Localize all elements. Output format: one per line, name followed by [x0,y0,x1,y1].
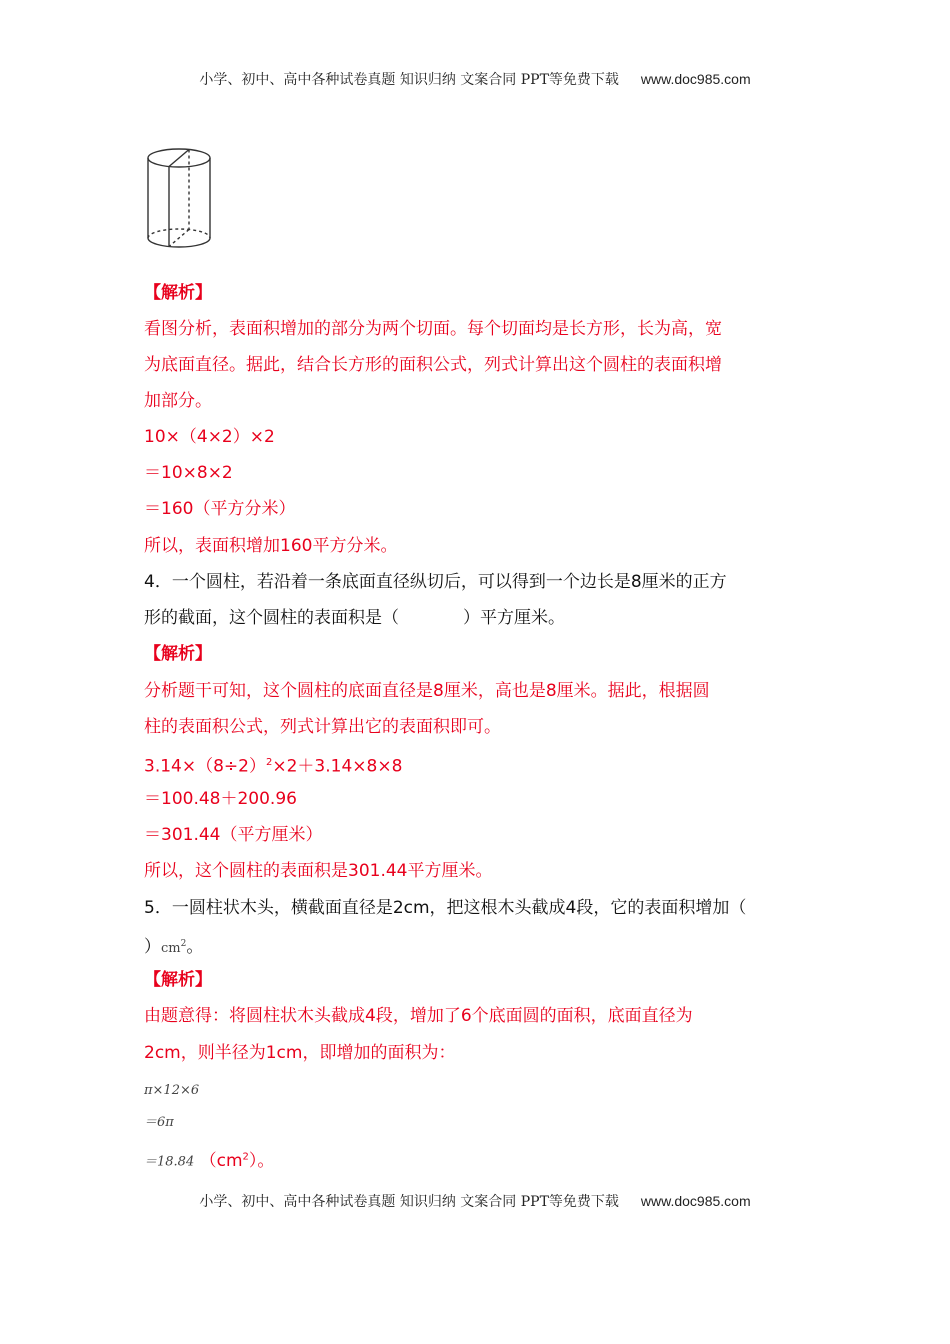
header-site-link[interactable]: www.doc985.com [640,71,751,87]
page-header [0,69,950,89]
question-5-text: 5．一圆柱状木头，横截面直径是2cm，把这根木头截成4段，它的表面积增加（ [144,898,747,918]
analysis-label: 【解析】 [144,970,212,990]
question-text-part: ） [144,937,161,957]
calc-line [144,752,402,778]
calc-line: ＝160（平方分米） [144,499,296,519]
question-text-part: ）平方厘米。 [463,608,565,628]
exponent: 2 [265,757,273,768]
analysis-text: 加部分。 [144,391,212,411]
answer-unit [200,1151,275,1171]
calc-part: 3.14×（8÷2） [144,756,266,777]
calc-line: ＝301.44（平方厘米） [144,825,323,845]
calc-line: ＝10×8×2 [144,463,233,483]
analysis-text: 2cm，则半径为1cm，即增加的面积为： [144,1043,456,1063]
calc-part: ×2＋3.14×8×8 [272,756,403,777]
question-4-text: 4．一个圆柱，若沿着一条底面直径纵切后，可以得到一个边长是8厘米的正方 [144,572,727,592]
conclusion: 所以，表面积增加160平方分米。 [144,536,398,556]
analysis-text: 分析题干可知，这个圆柱的底面直径是8厘米，高也是8厘米。据此，根据圆 [144,681,710,701]
math-part: π×1 [144,1083,172,1098]
calc-line: ＝100.48＋200.96 [144,789,297,809]
question-5-text [144,933,203,960]
footer-site-link[interactable]: www.doc985.com [640,1193,751,1209]
analysis-label: 【解析】 [144,644,212,664]
math-line [144,1078,199,1102]
footer-text: 小学、初中、高中各种试卷真题 知识归纳 文案合同 PPT等免费下载 [199,1194,619,1210]
cylinder-cut-diagram [142,146,216,258]
answer-part: ）。 [248,1150,275,1171]
header-text: 小学、初中、高中各种试卷真题 知识归纳 文案合同 PPT等免费下载 [199,72,619,88]
math-part: ＝18.84 [144,1154,195,1170]
exponent: 2 [180,939,187,949]
analysis-text: 看图分析，表面积增加的部分为两个切面。每个切面均是长方形，长为高，宽 [144,319,722,339]
question-text-part: 。 [186,937,204,957]
math-line [144,1146,274,1174]
page-footer [0,1191,950,1211]
exponent: 2 [171,1083,180,1098]
math-line [144,1110,174,1134]
exponent: 2 [242,1151,249,1162]
answer-part: （cm [199,1150,243,1171]
question-text-part: 形的截面，这个圆柱的表面积是（ [144,608,399,628]
math-part: ＝6π [144,1115,174,1130]
question-4-text [144,607,565,629]
math-part: ×6 [180,1083,200,1098]
analysis-text: 为底面直径。据此，结合长方形的面积公式，列式计算出这个圆柱的表面积增 [144,355,722,375]
unit-text: cm [161,941,181,956]
unit [161,941,186,956]
analysis-label: 【解析】 [144,283,212,303]
analysis-text: 柱的表面积公式，列式计算出它的表面积即可。 [144,717,501,737]
calc-line: 10×（4×2）×2 [144,427,275,447]
conclusion: 所以，这个圆柱的表面积是301.44平方厘米。 [144,861,493,881]
analysis-text: 由题意得：将圆柱状木头截成4段，增加了6个底面圆的面积，底面直径为 [144,1006,693,1026]
